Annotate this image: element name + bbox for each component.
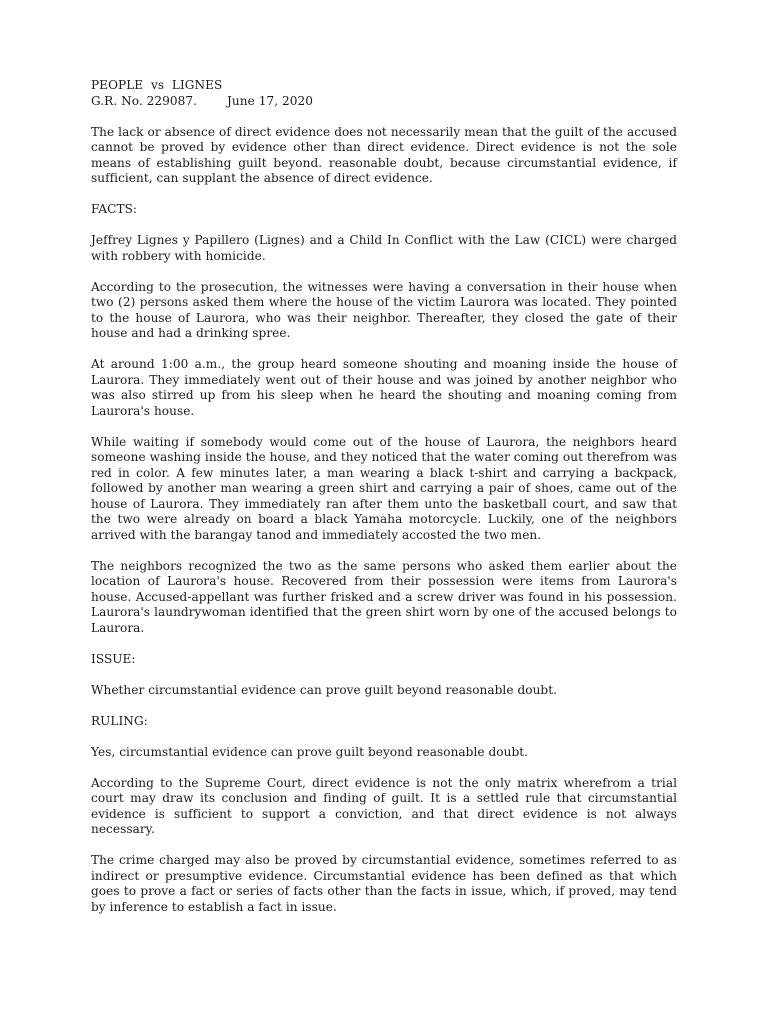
- ruling-paragraph: Yes, circumstantial evidence can prove guilt beyond reasonable doubt.: [91, 744, 529, 759]
- case-reference: [91, 94, 677, 110]
- facts-paragraph: According to the prosecution, the witnesses were having a conversation in their house when two (2) persons asked them where the house of the victim Laurora was located. They pointed to the house of Laurora, who was their neighbor. Thereafter, they closed the gate of their house and had a drinking spree.: [91, 279, 677, 340]
- issue-heading: ISSUE:: [91, 651, 136, 666]
- facts-paragraph: While waiting if somebody would come out of the house of Laurora, the neighbors heard someone washing inside the house, and they noticed that the water coming out therefrom was red in color. A few minutes later, a man wearing a black t-shirt and carrying a backpack, followed by another man wearing a green shirt and carrying a pair of shoes, came out of the house of Laurora. They immediately ran after them unto the basketball court, and saw that the two were already on board a black Yamaha motorcycle. Luckily, one of the neighbors arrived with the barangay tanod and immediately accosted the two men.: [91, 434, 677, 542]
- ruling-paragraph: According to the Supreme Court, direct evidence is not the only matrix wherefrom a trial court may draw its conclusion and finding of guilt. It is a settled rule that circumstantial evidence is sufficient to support a conviction, and that direct evidence is not always necessary.: [91, 775, 677, 836]
- doctrine-paragraph: The lack or absence of direct evidence does not necessarily mean that the guilt of the accused cannot be proved by evidence other than direct evidence. Direct evidence is not the sole means of establishing guilt beyond. reasonable doubt, because circumstantial evidence, if sufficient, can supplant the absence of direct evidence.: [91, 124, 677, 185]
- facts-paragraph: At around 1:00 a.m., the group heard someone shouting and moaning inside the house of Laurora. They immediately went out of their house and was joined by another neighbor who was also stirred up from his sleep when he heard the shouting and moaning coming from Laurora's house.: [91, 357, 677, 418]
- gr-number: G.R. No. 229087.: [91, 93, 198, 108]
- decision-date: June 17, 2020: [227, 93, 313, 108]
- facts-heading: FACTS:: [91, 202, 138, 216]
- case-title: PEOPLE vs LIGNES: [91, 78, 223, 92]
- ruling-heading: RULING:: [91, 713, 148, 728]
- ruling-paragraph: The crime charged may also be proved by circumstantial evidence, sometimes referred to as indirect or presumptive evidence. Circumstantial evidence has been defined as that which goes to prove a fact or series of facts other than the facts in issue, which, if proved, may tend by inference to establish a fact in issue.: [91, 853, 677, 914]
- facts-paragraph: Jeffrey Lignes y Papillero (Lignes) and a Child In Conflict with the Law (CICL) were charged with robbery with homicide.: [91, 233, 677, 263]
- facts-paragraph: The neighbors recognized the two as the same persons who asked them earlier about the location of Laurora's house. Recovered from their possession were items from Laurora's house. Accused-appellant was further frisked and a screw driver was found in his possession. Laurora's laundrywoman identified that the green shirt worn by one of the accused belongs to Laurora.: [91, 558, 677, 635]
- document-page: [91, 78, 677, 915]
- issue-paragraph: Whether circumstantial evidence can prove guilt beyond reasonable doubt.: [91, 682, 558, 697]
